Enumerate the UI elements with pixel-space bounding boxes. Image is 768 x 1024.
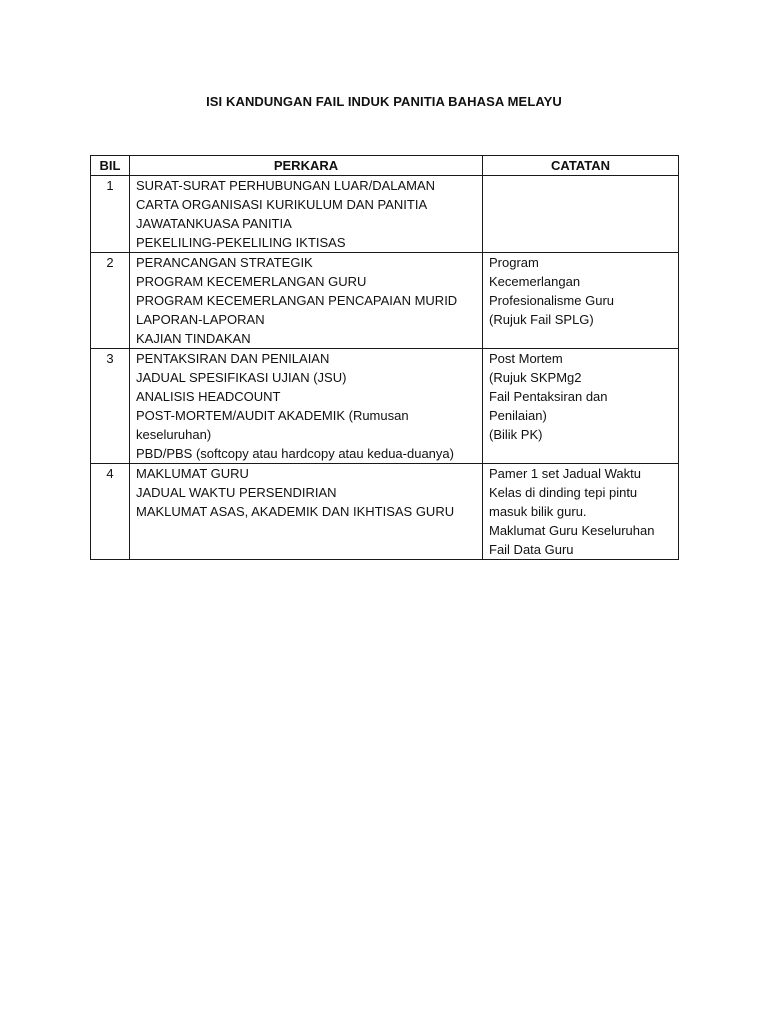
perkara-item: KAJIAN TINDAKAN [136,331,251,346]
catatan-cell [483,253,679,349]
perkara-item: JADUAL SPESIFIKASI UJIAN (JSU) [136,370,347,385]
catatan-cell [483,349,679,464]
catatan-line: (Bilik PK) [489,427,543,442]
table-row [91,253,679,349]
header-catatan: CATATAN [483,156,679,176]
perkara-item: PERANCANGAN STRATEGIK [136,255,313,270]
table-row [91,349,679,464]
catatan-line: masuk bilik guru. [489,504,587,519]
perkara-item: keseluruhan) [136,427,212,442]
table-row [91,176,679,253]
perkara-item: JADUAL WAKTU PERSENDIRIAN [136,485,337,500]
page-title: ISI KANDUNGAN FAIL INDUK PANITIA BAHASA MELAYU [206,94,562,109]
perkara-cell [130,253,483,349]
header-perkara: PERKARA [130,156,483,176]
perkara-cell [130,176,483,253]
catatan-line: (Rujuk Fail SPLG) [489,312,594,327]
catatan-line: Maklumat Guru Keseluruhan [489,523,655,538]
row-number: 2 [91,253,130,349]
perkara-item: SURAT-SURAT PERHUBUNGAN LUAR/DALAMAN [136,178,436,193]
catatan-cell [483,464,679,560]
perkara-item: PBD/PBS (softcopy atau hardcopy atau kedua-duanya) [136,446,454,461]
perkara-item: JAWATANKUASA PANITIA [136,216,292,231]
catatan-cell [483,176,679,253]
catatan-line: Kelas di dinding tepi pintu [489,485,638,500]
perkara-item: CARTA ORGANISASI KURIKULUM DAN PANITIA [136,197,428,212]
contents-table [90,155,679,560]
catatan-line: Fail Pentaksiran dan [489,389,608,404]
catatan-line: Fail Data Guru [489,542,574,557]
header-bil: BIL [91,156,130,176]
row-number: 4 [91,464,130,560]
catatan-line: Kecemerlangan [489,274,581,289]
table-row [91,464,679,560]
row-number: 3 [91,349,130,464]
catatan-line: Program [489,255,539,270]
perkara-item: PROGRAM KECEMERLANGAN PENCAPAIAN MURID [136,293,458,308]
perkara-cell [130,464,483,560]
row-number: 1 [91,176,130,253]
perkara-item: MAKLUMAT ASAS, AKADEMIK DAN IKHTISAS GURU [136,504,455,519]
catatan-line: Pamer 1 set Jadual Waktu [489,466,641,481]
perkara-item: MAKLUMAT GURU [136,466,249,481]
perkara-item: PROGRAM KECEMERLANGAN GURU [136,274,367,289]
catatan-line: (Rujuk SKPMg2 [489,370,582,385]
perkara-item: PEKELILING-PEKELILING IKTISAS [136,235,346,250]
perkara-item: PENTAKSIRAN DAN PENILAIAN [136,351,330,366]
catatan-line: Profesionalisme Guru [489,293,614,308]
catatan-line: Post Mortem [489,351,563,366]
perkara-item: POST-MORTEM/AUDIT AKADEMIK (Rumusan [136,408,409,423]
table-header-row [91,156,679,176]
perkara-cell [130,349,483,464]
catatan-line: Penilaian) [489,408,547,423]
perkara-item: ANALISIS HEADCOUNT [136,389,281,404]
perkara-item: LAPORAN-LAPORAN [136,312,265,327]
